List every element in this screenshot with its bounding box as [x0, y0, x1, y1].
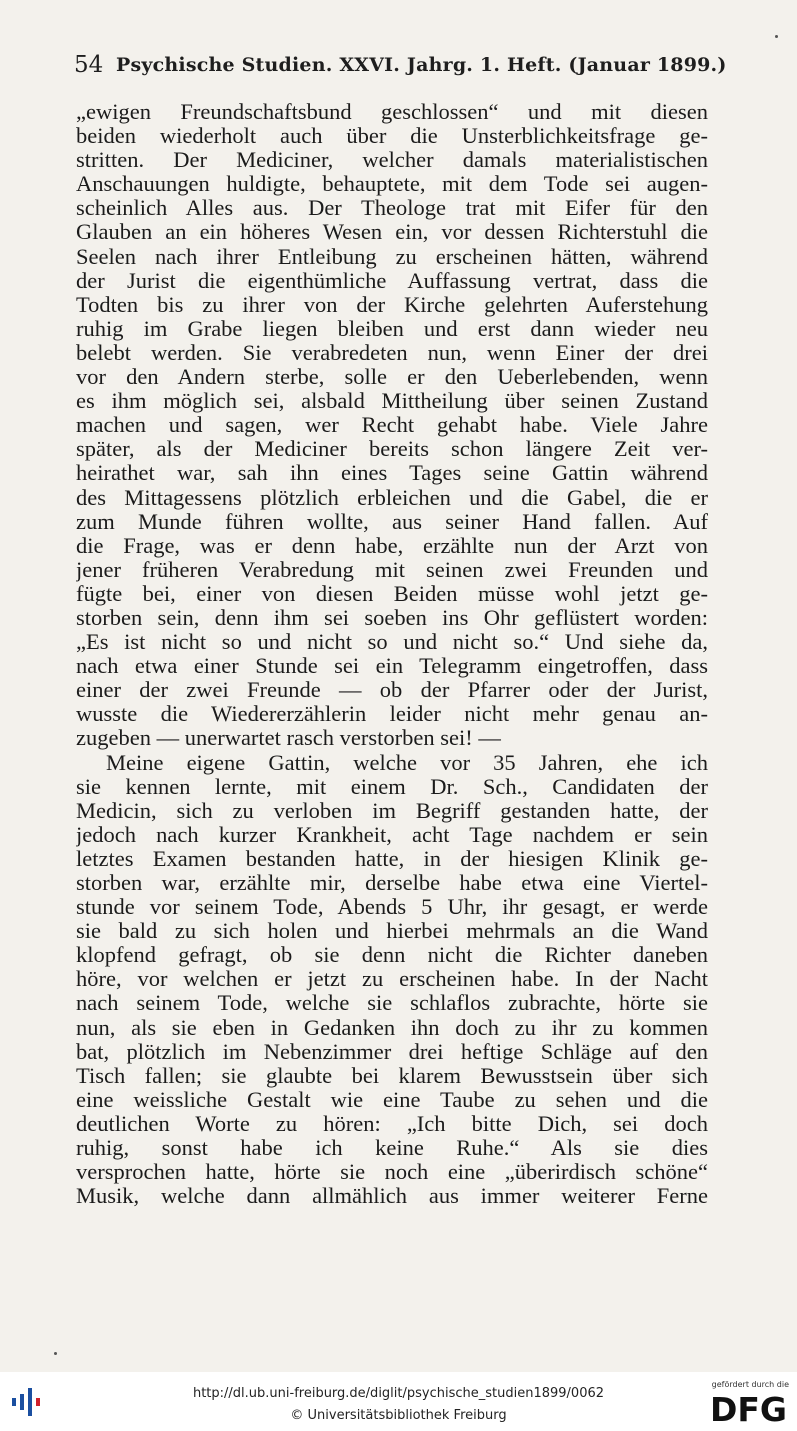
text-line: Seelen nach ihrer Entleibung zu erscheinen hätten, während [76, 244, 708, 269]
text-line: die Frage, was er denn habe, erzählte nun der Arzt von [76, 533, 708, 558]
text-line: Meine eigene Gattin, welche vor 35 Jahren, ehe ich [106, 750, 708, 775]
dfg-logo-text: DFG [709, 1391, 787, 1425]
text-line: zum Munde führen wollte, aus seiner Hand fallen. Auf [76, 509, 708, 534]
text-line: nach etwa einer Stunde sei ein Telegramm eingetroffen, dass [76, 654, 708, 679]
text-line: zugeben — unerwartet rasch verstorben sei! — [76, 726, 501, 751]
text-line: heirathet war, sah ihn eines Tages seine Gattin während [76, 461, 708, 486]
text-line: Glauben an ein höheres Wesen ein, vor dessen Richterstuhl die [76, 220, 708, 245]
text-line: deutlichen Worte zu hören: „Ich bitte Dich, sei doch [76, 1111, 708, 1136]
text-line: bat, plötzlich im Nebenzimmer drei heftige Schläge auf den [76, 1039, 708, 1064]
text-line: stritten. Der Mediciner, welcher damals materialistischen [76, 148, 708, 173]
scan-speck [775, 35, 778, 38]
running-title: Psychische Studien. XXVI. Jahrg. 1. Heft. (Januar 1899.) [116, 54, 727, 76]
text-line: höre, vor welchen er jetzt zu erscheinen habe. In der Nacht [76, 967, 708, 992]
text-line: Medicin, sich zu verloben im Begriff gestanden hatte, der [76, 798, 708, 823]
footer-bar [0, 1372, 797, 1431]
text-line: Anschauungen huldigte, behauptete, mit dem Tode sei augen- [76, 172, 708, 197]
copyright-notice: © Universitätsbibliothek Freiburg [290, 1408, 507, 1423]
text-line: beiden wiederholt auch über die Unsterblichkeitsfrage ge- [76, 124, 708, 149]
text-line: scheinlich Alles aus. Der Theologe trat mit Eifer für den [76, 196, 708, 221]
text-line: storben war, erzählte mir, derselbe habe etwa eine Viertel- [76, 871, 708, 895]
text-line: wusste die Wiedererzählerin leider nicht mehr genau an- [76, 702, 708, 727]
page-header [74, 52, 727, 84]
text-line: Musik, welche dann allmählich aus immer weiterer Ferne [76, 1184, 708, 1209]
text-line: „ewigen Freundschaftsbund geschlossen“ und mit diesen [76, 100, 708, 124]
page-number: 54 [74, 52, 104, 78]
text-line: jedoch nach kurzer Krankheit, acht Tage nachdem er sein [76, 822, 708, 847]
text-line: storben sein, denn ihm sei soeben ins Ohr geflüstert worden: [76, 605, 708, 630]
text-line: machen und sagen, wer Recht gehabt habe. Viele Jahre [76, 413, 708, 438]
text-line: belebt werden. Sie verabredeten nun, wenn Einer der drei [76, 340, 708, 365]
text-line: später, als der Mediciner bereits schon längere Zeit ver- [76, 437, 708, 462]
text-line: sie kennen lernte, mit einem Dr. Sch., Candidaten der [76, 774, 708, 799]
text-line: des Mittagessens plötzlich erbleichen und die Gabel, die er [76, 485, 708, 510]
text-line: Todten bis zu ihrer von der Kirche gelehrten Auferstehung [76, 292, 708, 317]
text-line: sie bald zu sich holen und hierbei mehrmals an die Wand [76, 919, 708, 944]
text-line: versprochen hatte, hörte sie noch eine „überirdisch schöne“ [76, 1160, 708, 1185]
source-url-link[interactable]: http://dl.ub.uni-freiburg.de/diglit/psychische_studien1899/0062 [192, 1386, 605, 1401]
text-line: der Jurist die eigenthümliche Auffassung vertrat, dass die [76, 268, 708, 293]
funding-note: gefördert durch die [711, 1380, 789, 1389]
text-line: „Es ist nicht so und nicht so und nicht so.“ Und siehe da, [76, 630, 708, 655]
text-line: ruhig, sonst habe ich keine Ruhe.“ Als sie dies [76, 1136, 708, 1161]
text-line: jener früheren Verabredung mit seinen zwei Freunden und [76, 557, 708, 582]
text-line: einer der zwei Freunde — ob der Pfarrer oder der Jurist, [76, 678, 708, 703]
text-line: ruhig im Grabe liegen bleiben und erst dann wieder neu [76, 316, 708, 341]
body-text [76, 100, 708, 1208]
text-line: fügte bei, einer von diesen Beiden müsse wohl jetzt ge- [76, 581, 708, 606]
scan-speck [54, 1352, 57, 1355]
text-line: klopfend gefragt, ob sie denn nicht die Richter daneben [76, 943, 708, 968]
text-line: Tisch fallen; sie glaubte bei klarem Bewusstsein über sich [76, 1063, 708, 1088]
text-line: eine weissliche Gestalt wie eine Taube zu sehen und die [76, 1087, 708, 1112]
dfg-logo-icon [699, 1391, 789, 1425]
text-line: es ihm möglich sei, alsbald Mittheilung über seinen Zustand [76, 389, 708, 414]
text-line: letztes Examen bestanden hatte, in der hiesigen Klinik ge- [76, 846, 708, 871]
text-line: stunde vor seinem Tode, Abends 5 Uhr, ihr gesagt, er werde [76, 895, 708, 920]
text-line: nun, als sie eben in Gedanken ihn doch zu ihr zu kommen [76, 1015, 708, 1040]
text-line: vor den Andern sterbe, solle er den Ueberlebenden, wenn [76, 365, 708, 390]
text-line: nach seinem Tode, welche sie schlaflos zubrachte, hörte sie [76, 991, 708, 1016]
